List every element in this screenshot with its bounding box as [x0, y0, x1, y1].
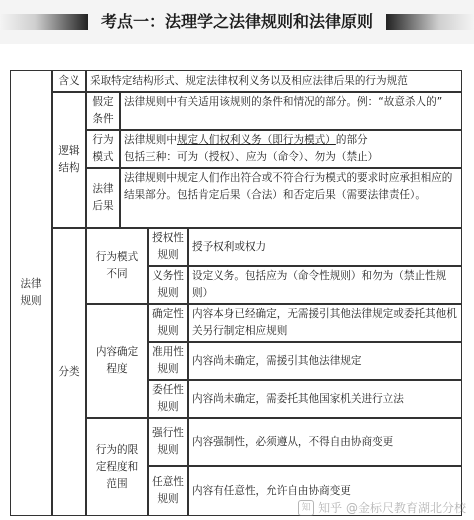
group-content-certainty-label: 内容确定 程度	[95, 346, 139, 375]
behavior-pattern-text-a: 法律规则中	[124, 134, 177, 146]
delegated-rule-label: 委任性 规则	[152, 384, 184, 413]
content-reference-rule	[188, 342, 462, 380]
legal-consequence-content: 法律规则中规定人们作出符合或不符合行为模式的要求时应承担相应的结果部分。包括肯定后果（合法）和否定后果（需要法律责任）。	[124, 172, 453, 201]
content-assumption	[120, 92, 462, 130]
meaning-label: 含义	[58, 74, 80, 87]
optional-rule-content: 内容有任意性，允许自由协商变更	[192, 484, 351, 497]
group-content-certainty	[86, 304, 148, 418]
obligatory-rule-label: 义务性 规则	[152, 270, 184, 299]
category-legal-rules-label: 法律 规则	[20, 278, 42, 307]
header-decoration-left	[0, 14, 88, 30]
row-label-classification	[52, 228, 86, 516]
legal-consequence-label: 法律 后果	[92, 183, 114, 212]
watermark-text: 知乎 @金标尺教育湖北分校	[318, 501, 466, 515]
label-reference-rule	[148, 342, 188, 380]
label-behavior-pattern	[86, 130, 120, 168]
group-behavior-mode	[86, 228, 148, 304]
content-mandatory-rule	[188, 418, 462, 466]
behavior-pattern-text-b: 的部分	[335, 134, 368, 146]
meaning-content: 采取特定结构形式、规定法律权利义务以及相应法律后果的行为规范	[90, 74, 408, 87]
header-banner	[0, 0, 474, 44]
row-label-logic-structure	[52, 92, 86, 228]
behavior-pattern-underlined: 规定人们权利义务（即行为模式）	[176, 134, 336, 146]
empowering-rule-label: 授权性 规则	[152, 232, 184, 261]
watermark	[298, 499, 466, 516]
label-obligatory-rule	[148, 266, 188, 304]
classification-label: 分类	[58, 365, 80, 378]
behavior-pattern-line2: 包括三种：可为（授权）、应为（命令）、勿为（禁止）	[124, 151, 379, 163]
content-empowering-rule	[188, 228, 462, 266]
empowering-rule-content: 授予权利或权力	[192, 240, 267, 253]
label-delegated-rule	[148, 380, 188, 418]
row-content-meaning	[86, 70, 462, 92]
page-title: 考点一：法理学之法律规则和法律原则	[100, 12, 373, 31]
reference-rule-content: 内容尚未确定，需援引其他法律规定	[192, 354, 362, 367]
behavior-pattern-label: 行为 模式	[92, 134, 114, 163]
definite-rule-content: 内容本身已经确定，无需援引其他法律规定或委托其他机关另行制定相应规则	[192, 308, 457, 337]
content-behavior-pattern	[120, 130, 462, 168]
mandatory-rule-label: 强行性 规则	[152, 427, 184, 456]
assumption-content: 法律规则中有关适用该规则的条件和情况的部分。例：“故意杀人的”	[124, 96, 443, 108]
label-mandatory-rule	[148, 418, 188, 466]
assumption-label: 假定 条件	[92, 96, 114, 125]
zhihu-logo-icon: 知	[298, 500, 314, 516]
definite-rule-label: 确定性 规则	[152, 308, 184, 337]
optional-rule-label: 任意性 规则	[152, 476, 184, 505]
group-behavior-mode-label: 行为模式 不同	[95, 251, 139, 280]
content-definite-rule	[188, 304, 462, 342]
label-empowering-rule	[148, 228, 188, 266]
content-delegated-rule	[188, 380, 462, 418]
label-assumption	[86, 92, 120, 130]
reference-rule-label: 准用性 规则	[152, 346, 184, 375]
mandatory-rule-content: 内容强制性，必须遵从，不得自由协商变更	[192, 435, 394, 448]
header-decoration-right	[386, 14, 474, 30]
content-legal-consequence	[120, 168, 462, 228]
content-obligatory-rule	[188, 266, 462, 304]
label-legal-consequence	[86, 168, 120, 228]
row-label-meaning	[52, 70, 86, 92]
obligatory-rule-content: 设定义务。包括应为（命令性规则）和勿为（禁止性规则）	[192, 270, 447, 299]
behavior-pattern-line1	[124, 132, 458, 149]
logic-structure-label: 逻辑 结构	[58, 145, 80, 174]
category-legal-rules	[10, 70, 52, 516]
delegated-rule-content: 内容尚未确定，需委托其他国家机关进行立法	[192, 392, 404, 405]
label-definite-rule	[148, 304, 188, 342]
group-restriction-scope	[86, 418, 148, 516]
group-restriction-scope-label: 行为的限 定程度和 范围	[95, 443, 139, 490]
label-optional-rule	[148, 466, 188, 516]
